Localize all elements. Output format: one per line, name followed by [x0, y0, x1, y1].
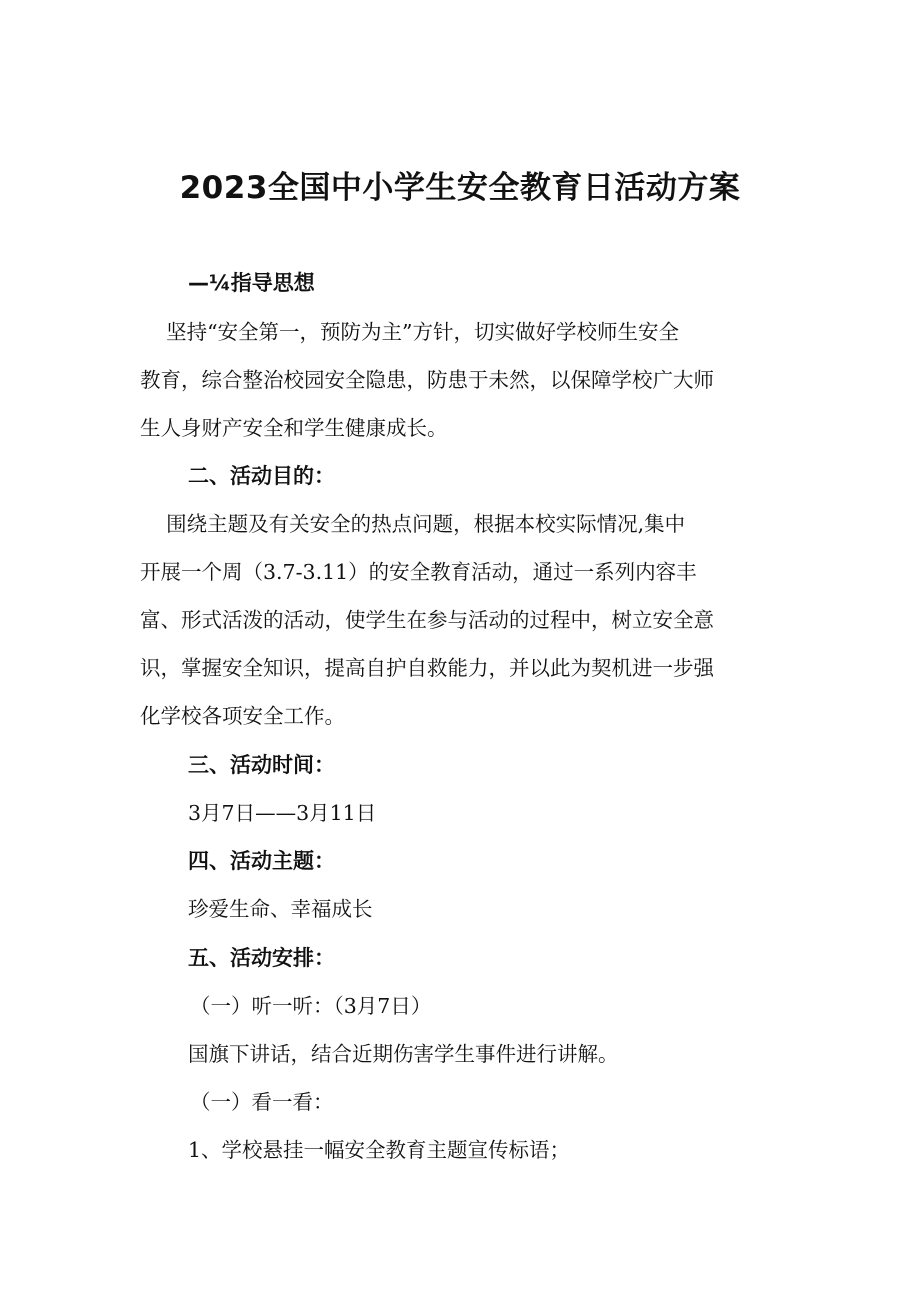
section-heading-schedule: 五、活动安排：: [188, 946, 335, 970]
paragraph-line: 开展一个周（3.7-3.11）的安全教育活动，通过一系列内容丰: [140, 560, 697, 584]
document-title: 2023全国中小学生安全教育日活动方案: [179, 170, 741, 206]
section-heading-theme: 四、活动主题：: [188, 849, 335, 873]
paragraph-line: 富、形式活泼的活动，使学生在参与活动的过程中，树立安全意: [140, 608, 714, 632]
section-heading-guiding-ideology: —¼指导思想: [188, 271, 315, 295]
paragraph-line: 围绕主题及有关安全的热点问题，根据本校实际情况,集中: [140, 512, 686, 536]
paragraph-line: 生人身财产安全和学生健康成长。: [140, 416, 448, 440]
schedule-listen-text: 国旗下讲话，结合近期伤害学生事件进行讲解。: [188, 1042, 619, 1066]
section-heading-purpose: 二、活动目的：: [188, 464, 335, 488]
activity-theme-text: 珍爱生命、幸福成长: [188, 897, 373, 921]
activity-time-text: 3月7日——3月11日: [188, 801, 377, 825]
schedule-subheading-listen: （一）听一听：（3月7日）: [190, 994, 432, 1018]
section-heading-time: 三、活动时间：: [188, 753, 335, 777]
schedule-subheading-watch: （一）看一看：: [190, 1090, 334, 1114]
paragraph-line: 化学校各项安全工作。: [140, 704, 345, 728]
paragraph-line: 教育，综合整治校园安全隐患，防患于未然，以保障学校广大师: [140, 368, 714, 392]
paragraph-line: 识，掌握安全知识，提高自护自救能力，并以此为契机进一步强: [140, 656, 714, 680]
paragraph-line: 坚持“安全第一，预防为主”方针，切实做好学校师生安全: [140, 320, 680, 344]
schedule-watch-item: 1、学校悬挂一幅安全教育主题宣传标语；: [188, 1138, 571, 1162]
